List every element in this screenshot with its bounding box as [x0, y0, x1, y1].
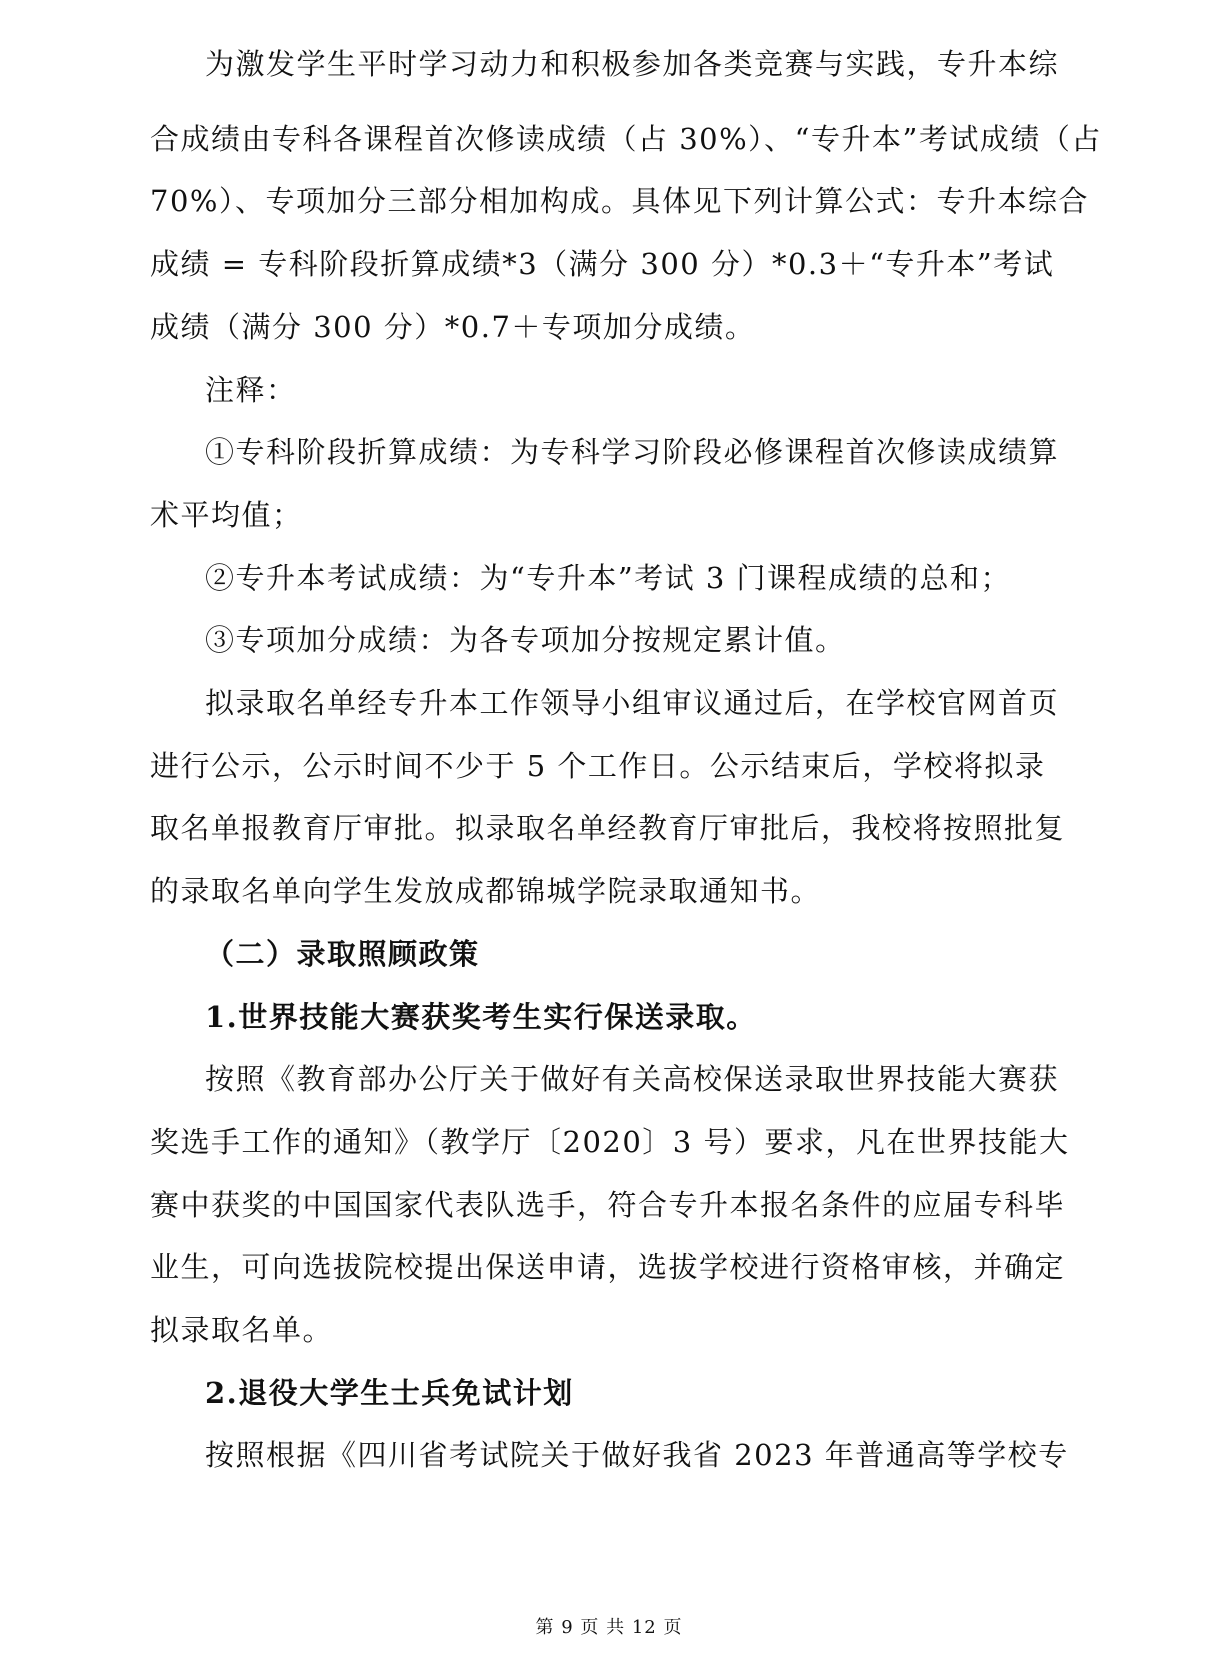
paragraph-line: 为激发学生平时学习动力和积极参加各类竞赛与实践，专升本综	[205, 47, 1060, 81]
paragraph-line: 的录取名单向学生发放成都锦城学院录取通知书。	[150, 874, 822, 908]
formula-line: 成绩 = 专科阶段折算成绩*3（满分 300 分）*0.3＋“专升本”考试	[150, 247, 1055, 281]
page-number-footer: 第 9 页 共 12 页	[535, 1617, 683, 1638]
note-item-1-continued: 术平均值；	[150, 498, 303, 532]
paragraph-line: 赛中获奖的中国国家代表队选手，符合专升本报名条件的应届专科毕	[150, 1188, 1066, 1222]
subsection-heading-1: 1.世界技能大赛获奖考生实行保送录取。	[205, 1000, 757, 1034]
section-heading: （二）录取照顾政策	[205, 937, 480, 971]
paragraph-line: 取名单报教育厅审批。拟录取名单经教育厅审批后，我校将按照批复	[150, 811, 1066, 845]
note-item-1: ①专科阶段折算成绩：为专科学习阶段必修课程首次修读成绩算	[205, 435, 1060, 469]
paragraph-line: 按照《教育部办公厅关于做好有关高校保送录取世界技能大赛获	[205, 1062, 1060, 1096]
paragraph-line: 业生，可向选拔院校提出保送申请，选拔学校进行资格审核，并确定	[150, 1250, 1066, 1284]
notes-heading: 注释：	[205, 373, 297, 407]
subsection-heading-2: 2.退役大学生士兵免试计划	[205, 1376, 574, 1410]
note-item-2: ②专升本考试成绩：为“专升本”考试 3 门课程成绩的总和；	[205, 561, 1012, 595]
formula-line: 成绩（满分 300 分）*0.7＋专项加分成绩。	[150, 310, 756, 344]
note-item-3: ③专项加分成绩：为各专项加分按规定累计值。	[205, 623, 846, 657]
paragraph-line: 70%）、专项加分三部分相加构成。具体见下列计算公式：专升本综合	[150, 184, 1089, 218]
paragraph-line: 奖选手工作的通知》（教学厅〔2020〕3 号）要求，凡在世界技能大	[150, 1125, 1070, 1159]
paragraph-line: 拟录取名单。	[150, 1313, 334, 1347]
paragraph-line: 拟录取名单经专升本工作领导小组审议通过后，在学校官网首页	[205, 686, 1060, 720]
paragraph-line: 合成绩由专科各课程首次修读成绩（占 30%）、“专升本”考试成绩（占	[150, 122, 1102, 156]
paragraph-line: 进行公示，公示时间不少于 5 个工作日。公示结束后，学校将拟录	[150, 749, 1046, 783]
paragraph-line: 按照根据《四川省考试院关于做好我省 2023 年普通高等学校专	[205, 1438, 1069, 1472]
